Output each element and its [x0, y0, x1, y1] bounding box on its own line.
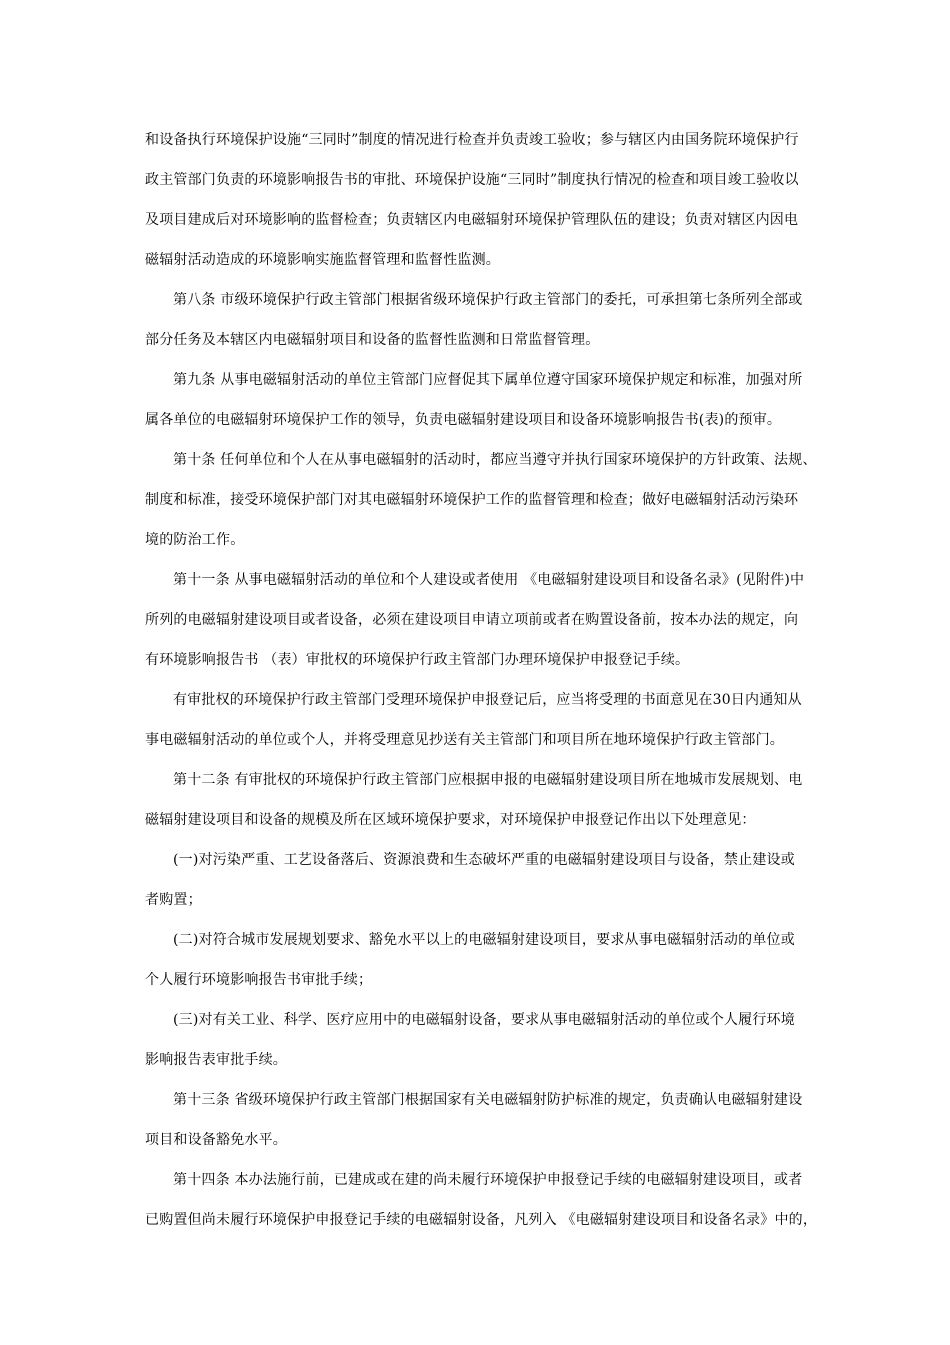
paragraph-first-line: 第十条 任何单位和个人在从事电磁辐射的活动时，都应当遵守并执行国家环境保护的方针政策、法规、 [173, 452, 817, 468]
paragraph-line: 所列的电磁辐射建设项目或者设备，必须在建设项目申请立项前或者在购置设备前，按本办法的规定，向 [145, 612, 799, 628]
paragraph-first-line: 第十一条 从事电磁辐射活动的单位和个人建设或者使用 《电磁辐射建设项目和设备名录》(见附件)中 [173, 572, 805, 588]
paragraph-first-line: (三)对有关工业、科学、医疗应用中的电磁辐射设备，要求从事电磁辐射活动的单位或个人履行环境 [173, 1012, 795, 1028]
paragraph-line: 和设备执行环境保护设施“三同时”制度的情况进行检查并负责竣工验收；参与辖区内由国务院环境保护行 [145, 132, 799, 148]
paragraph-first-line: 第八条 市级环境保护行政主管部门根据省级环境保护行政主管部门的委托，可承担第七条所列全部或 [173, 292, 803, 308]
paragraph-line: 事电磁辐射活动的单位或个人，并将受理意见抄送有关主管部门和项目所在地环境保护行政主管部门。 [145, 732, 784, 748]
paragraph-line: 项目和设备豁免水平。 [145, 1132, 287, 1148]
paragraph-line: 境的防治工作。 [145, 532, 245, 548]
paragraph-line: 及项目建成后对环境影响的监督检查；负责辖区内电磁辐射环境保护管理队伍的建设；负责对辖区内因电 [145, 212, 799, 228]
paragraph-line: 磁辐射活动造成的环境影响实施监督管理和监督性监测。 [145, 252, 500, 268]
paragraph-first-line: 第十二条 有审批权的环境保护行政主管部门应根据申报的电磁辐射建设项目所在地城市发展规划、电 [173, 772, 803, 788]
document-body [145, 120, 818, 1240]
paragraph-line: 部分任务及本辖区内电磁辐射项目和设备的监督性监测和日常监督管理。 [145, 332, 600, 348]
paragraph-line: 影响报告表审批手续。 [145, 1052, 287, 1068]
paragraph-line: 已购置但尚未履行环境保护申报登记手续的电磁辐射设备，凡列入 《电磁辐射建设项目和设备名录》中的， [145, 1212, 818, 1228]
paragraph-line: 制度和标准，接受环境保护部门对其电磁辐射环境保护工作的监督管理和检查；做好电磁辐射活动污染环 [145, 492, 799, 508]
paragraph-line: 属各单位的电磁辐射环境保护工作的领导，负责电磁辐射建设项目和设备环境影响报告书(表)的预审。 [145, 412, 782, 428]
paragraph-line: 有环境影响报告书 （表）审批权的环境保护行政主管部门办理环境保护申报登记手续。 [145, 652, 690, 668]
paragraph-line: 政主管部门负责的环境影响报告书的审批、环境保护设施“三同时”制度执行情况的检查和项目竣工验收以 [145, 172, 799, 188]
paragraph-line: 磁辐射建设项目和设备的规模及所在区域环境保护要求，对环境保护申报登记作出以下处理意见： [145, 812, 756, 828]
paragraph-line: 个人履行环境影响报告书审批手续； [145, 972, 373, 988]
paragraph-first-line: 第九条 从事电磁辐射活动的单位主管部门应督促其下属单位遵守国家环境保护规定和标准，加强对所 [173, 372, 803, 388]
paragraph-first-line: (一)对污染严重、工艺设备落后、资源浪费和生态破坏严重的电磁辐射建设项目与设备，禁止建设或 [173, 852, 795, 868]
paragraph-first-line: 有审批权的环境保护行政主管部门受理环境保护申报登记后，应当将受理的书面意见在30日内通知从 [173, 692, 802, 708]
paragraph-line: 者购置； [145, 892, 202, 908]
paragraph-first-line: 第十三条 省级环境保护行政主管部门根据国家有关电磁辐射防护标准的规定，负责确认电磁辐射建设 [173, 1092, 803, 1108]
paragraph-first-line: (二)对符合城市发展规划要求、豁免水平以上的电磁辐射建设项目，要求从事电磁辐射活动的单位或 [173, 932, 795, 948]
paragraph-first-line: 第十四条 本办法施行前，已建成或在建的尚未履行环境保护申报登记手续的电磁辐射建设项目，或者 [173, 1172, 803, 1188]
